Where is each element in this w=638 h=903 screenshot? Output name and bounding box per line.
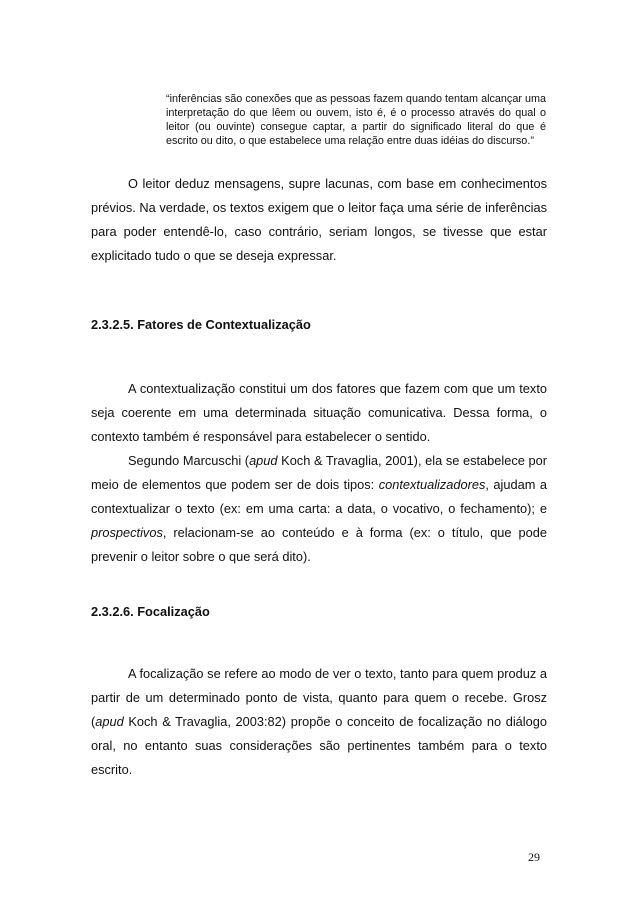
italic-term: apud — [95, 713, 124, 729]
paragraph-focalization — [91, 662, 547, 782]
italic-term: apud — [249, 453, 278, 468]
block-quote: “inferências são conexões que as pessoas fazem quando tentam alcançar uma interpretação do que lêem ou ouvem, isto é, é o processo através do qual o leitor (ou ouvinte) consegue captar, a partir do significado literal do que é escrito ou dito, o que estabelece uma relação entre duas idéias do discurso.” — [166, 93, 546, 147]
section-heading-contextualization: 2.3.2.5. Fatores de Contextualização — [91, 317, 311, 332]
text-run: , ajudam a contextualizar o texto (ex: em uma carta: a data, o vocativo, o fechamento); e — [91, 476, 547, 516]
page-number: 29 — [528, 850, 540, 864]
paragraph-text: A contextualização constitui um dos fatores que fazem com que um texto seja coerente em uma determinada situação comunicativa. Dessa forma, o contexto também é responsável para estabelecer o sentido. — [91, 381, 547, 444]
text-run: Segundo Marcuschi ( — [128, 453, 250, 468]
section-heading-focalization: 2.3.2.6. Focalização — [91, 604, 210, 619]
text-run: Koch & Travaglia, 2001), ela se estabelece por meio de elementos que podem ser de dois tipos: — [91, 453, 547, 492]
italic-term: contextualizadores — [378, 476, 486, 492]
paragraph-text: O leitor deduz mensagens, supre lacunas, com base em conhecimentos prévios. Na verdade, os textos exigem que o leitor faça uma série de inferências para poder entendê-lo, caso contrário, seriam longos, se tivesse que estar explicitado tudo o que se deseja expressar. — [91, 176, 547, 263]
text-run: Koch & Travaglia, 2003:82) propõe o conceito de focalização no diálogo oral, no entanto suas considerações são pertinentes também para o texto escrito. — [91, 713, 547, 777]
text-run: A focalização se refere ao modo de ver o texto, tanto para quem produz a partir de um determinado ponto de vista, quanto para quem o recebe. Grosz ( — [91, 666, 547, 729]
italic-term: prospectivos — [91, 524, 163, 540]
text-run: , relacionam-se ao conteúdo e à forma (ex: o título, que pode prevenir o leitor sobre o que será dito). — [91, 524, 547, 564]
paragraph-contextualization — [91, 377, 547, 449]
paragraph-marcuschi — [91, 449, 547, 569]
paragraph-inferences — [91, 172, 547, 268]
